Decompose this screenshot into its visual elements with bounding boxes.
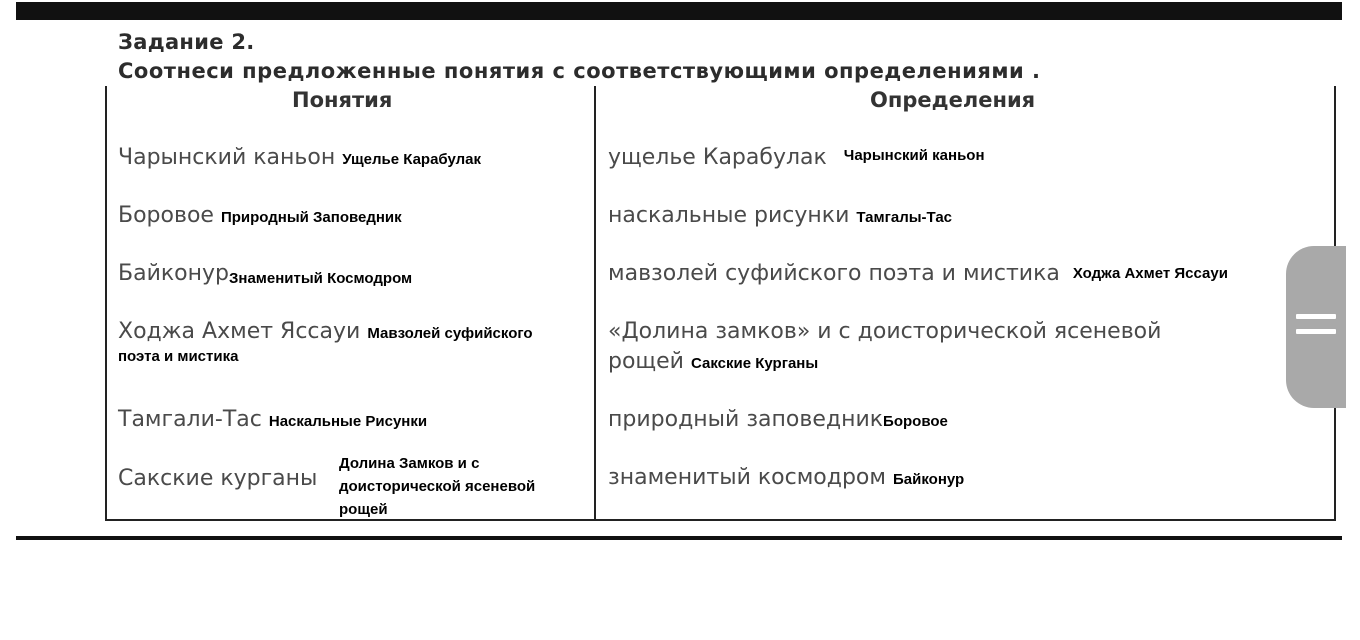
task-instruction: Соотнеси предложенные понятия с соответствующими определениями .: [118, 59, 1041, 83]
definition-text: «Долина замков» и с доисторической ясеневой: [608, 319, 1162, 344]
definition-answer: Чарынский каньон: [843, 147, 985, 164]
concept-answer: Знаменитый Космодром: [229, 270, 413, 287]
concept-text: Ходжа Ахмет Яссауи: [118, 319, 361, 344]
concept-answer: Наскальные Рисунки: [268, 413, 428, 430]
definition-row-2: [608, 201, 1308, 231]
concept-answer-line: Долина Замков и с: [339, 455, 480, 472]
concept-row-6: [118, 464, 340, 494]
concept-answer: Мавзолей суфийского: [367, 325, 533, 342]
header-definitions: Определения: [870, 88, 1036, 112]
definition-row-4: [608, 317, 1308, 377]
definition-row-1: [608, 143, 1308, 173]
definition-answer: Тамгалы-Тас: [856, 209, 953, 226]
concept-answer-continuation: поэта и мистика: [118, 348, 239, 365]
concept-text: Байконур: [118, 261, 229, 286]
definition-text: знаменитый космодром: [608, 465, 886, 490]
worksheet-image: [16, 2, 1342, 540]
definition-answer: Байконур: [893, 471, 965, 488]
definition-row-3: [608, 259, 1308, 289]
header-concepts: Понятия: [292, 88, 393, 112]
definition-text: мавзолей суфийского поэта и мистика: [608, 261, 1060, 286]
definition-text: наскальные рисунки: [608, 203, 850, 228]
concept-answer: [339, 452, 589, 521]
table-bottom-border: [105, 519, 1336, 521]
definition-text: ущелье Карабулак: [608, 145, 827, 170]
concept-answer-line: доисторической ясеневой: [339, 478, 536, 495]
definition-text: природный заповедник: [608, 407, 884, 432]
concept-text: Сакские курганы: [118, 466, 318, 491]
concept-answer-line: рощей: [339, 501, 388, 518]
bottom-border: [16, 536, 1342, 540]
concept-row-3: [118, 259, 598, 289]
definition-answer: Сакские Курганы: [690, 355, 819, 372]
concept-row-2: [118, 201, 598, 231]
task-title: Задание 2.: [118, 30, 255, 54]
menu-icon[interactable]: [1296, 314, 1336, 336]
concept-text: Тамгали-Тас: [118, 407, 262, 432]
definition-text-continuation: рощей: [608, 349, 684, 374]
concept-row-5: [118, 405, 598, 435]
definition-answer: Ходжа Ахмет Яссауи: [1072, 265, 1228, 282]
table-left-border: [105, 86, 107, 521]
definition-row-6: [608, 463, 1308, 493]
definition-row-5: [608, 405, 1308, 435]
concept-answer: Ущелье Карабулак: [342, 151, 482, 168]
concept-answer: Природный Заповедник: [220, 209, 402, 226]
top-border: [16, 2, 1342, 20]
concept-text: Чарынский каньон: [118, 145, 336, 170]
concept-row-4: [118, 317, 598, 347]
concept-row-1: [118, 143, 598, 173]
definition-answer: Боровое: [883, 413, 948, 430]
concept-text: Боровое: [118, 203, 214, 228]
